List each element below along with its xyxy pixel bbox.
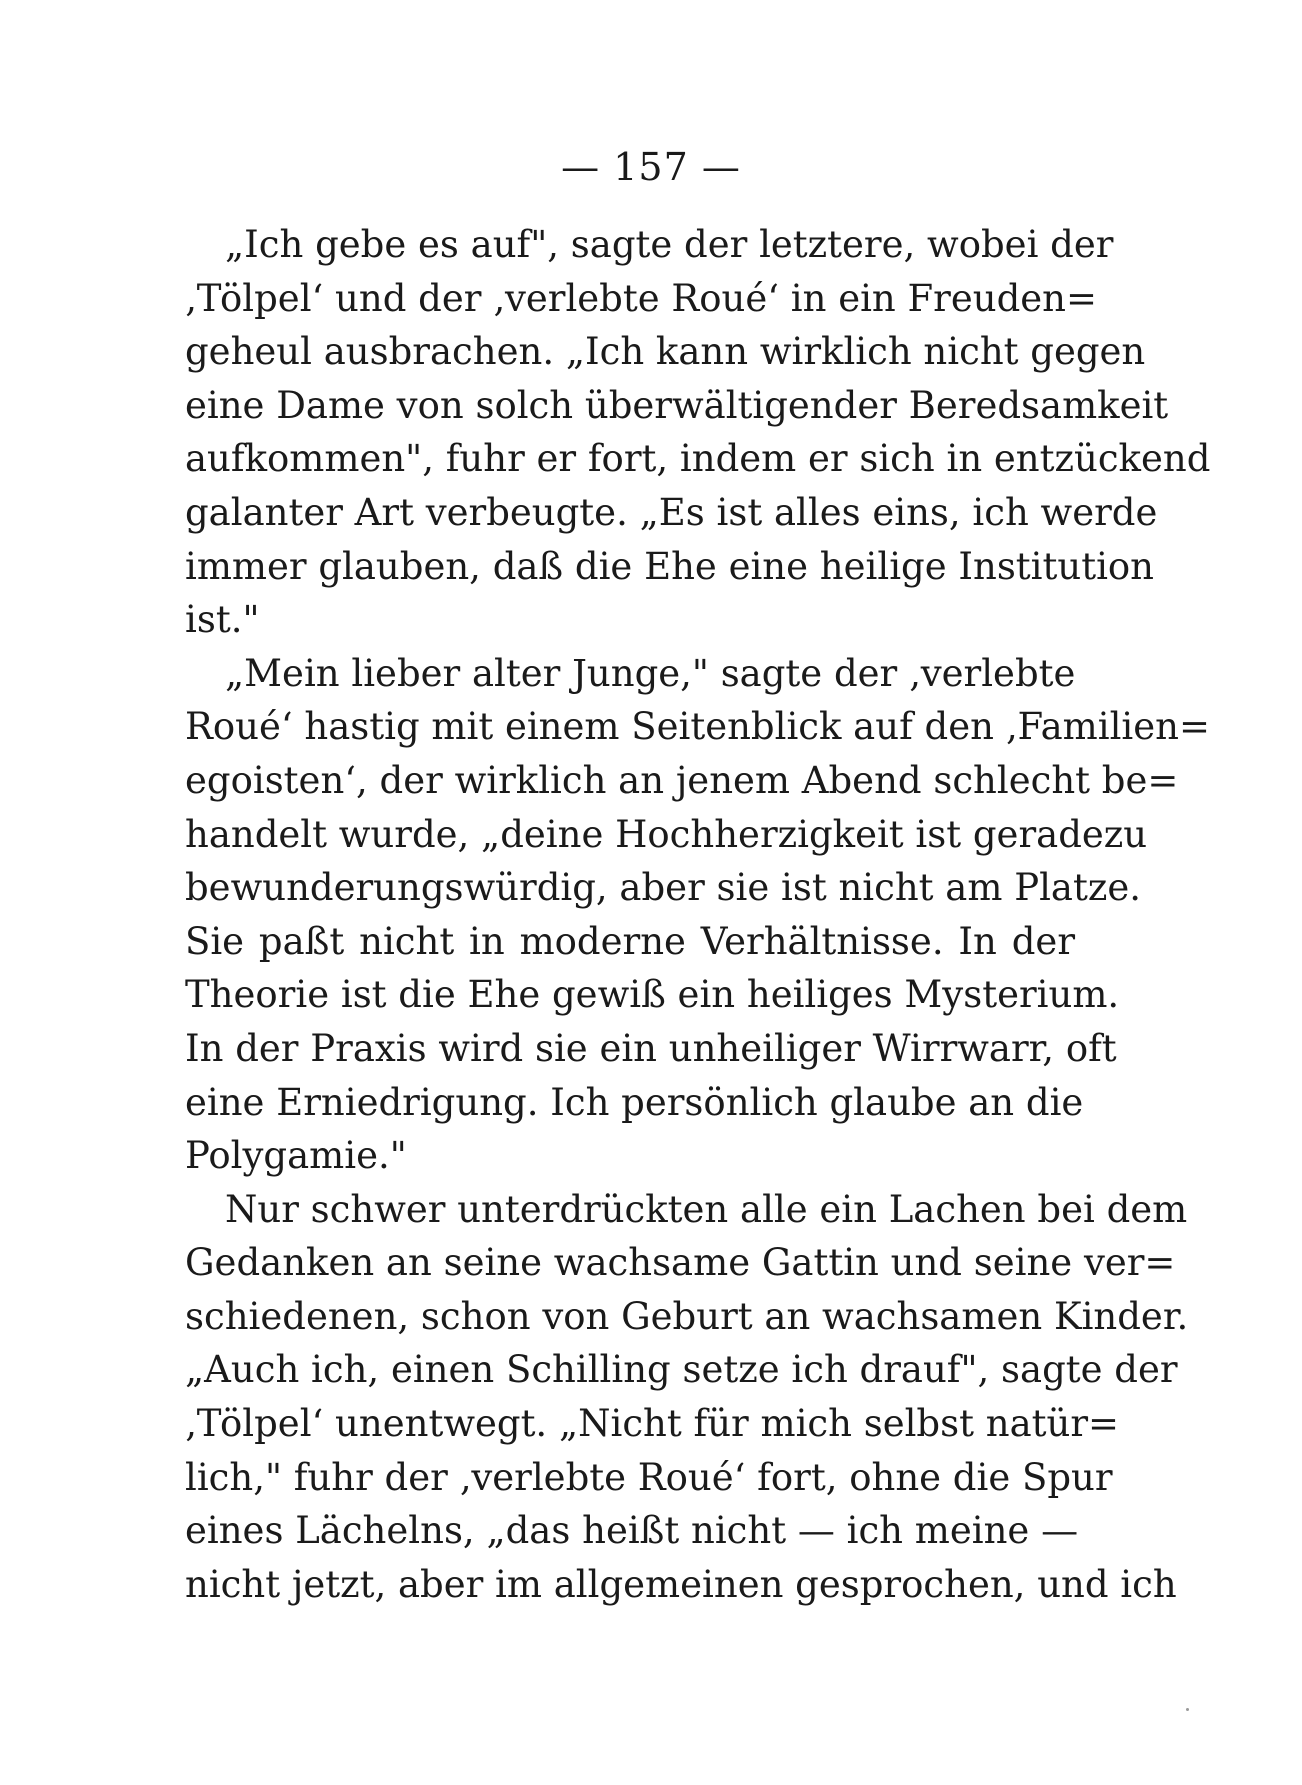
text-line: lich," fuhr der ‚verlebte Roué‘ fort, ohne die Spur — [185, 1455, 1113, 1499]
text-line: ‚Tölpel‘ unentwegt. „Nicht für mich selbst natür= — [185, 1402, 1120, 1446]
text-line: In der Praxis wird sie ein unheiliger Wirrwarr, oft — [185, 1026, 1117, 1070]
page-number: — 157 — — [561, 145, 741, 189]
text-line: Roué‘ hastig mit einem Seitenblick auf den ‚Familien= — [185, 705, 1210, 749]
text-line: bewunderungswürdig, aber sie ist nicht am Platze. — [185, 866, 1142, 910]
text-line: „Mein lieber alter Junge," sagte der ‚verlebte — [225, 651, 1076, 695]
text-line: geheul ausbrachen. „Ich kann wirklich nicht gegen — [185, 330, 1146, 374]
text-line: eines Lächelns, „das heißt nicht — ich meine — — [185, 1509, 1079, 1553]
text-line: ‚Tölpel‘ und der ‚verlebte Roué‘ in ein Freuden= — [185, 276, 1098, 320]
text-line: handelt wurde, „deine Hochherzigkeit ist geradezu — [185, 812, 1148, 856]
body-text — [185, 218, 1211, 1611]
text-line: immer glauben, daß die Ehe eine heilige Institution — [185, 544, 1155, 588]
text-line: Polygamie." — [185, 1134, 407, 1178]
text-line: Nur schwer unterdrückten alle ein Lachen bei dem — [225, 1187, 1188, 1231]
text-line: „Ich gebe es auf", sagte der letztere, wobei der — [225, 223, 1114, 266]
text-line: nicht jetzt, aber im allgemeinen gesprochen, und ich — [185, 1562, 1177, 1606]
text-line: eine Erniedrigung. Ich persönlich glaube an die — [185, 1080, 1084, 1124]
text-line: Sie paßt nicht in moderne Verhältnisse. In der — [185, 919, 1075, 963]
paper-speck — [1186, 1708, 1189, 1711]
text-line: aufkommen", fuhr er fort, indem er sich in entzückend — [185, 437, 1211, 481]
text-line: eine Dame von solch überwältigender Beredsamkeit — [185, 383, 1169, 427]
text-line: Theorie ist die Ehe gewiß ein heiliges Mysterium. — [185, 973, 1120, 1017]
text-line: ist." — [185, 598, 260, 642]
text-line: „Auch ich, einen Schilling setze ich drauf", sagte der — [185, 1348, 1178, 1392]
text-line: Gedanken an seine wachsame Gattin und seine ver= — [185, 1241, 1176, 1285]
text-line: schiedenen, schon von Geburt an wachsamen Kinder. — [185, 1294, 1189, 1338]
text-line: egoisten‘, der wirklich an jenem Abend schlecht be= — [185, 758, 1179, 802]
text-line: galanter Art verbeugte. „Es ist alles eins, ich werde — [185, 490, 1158, 534]
